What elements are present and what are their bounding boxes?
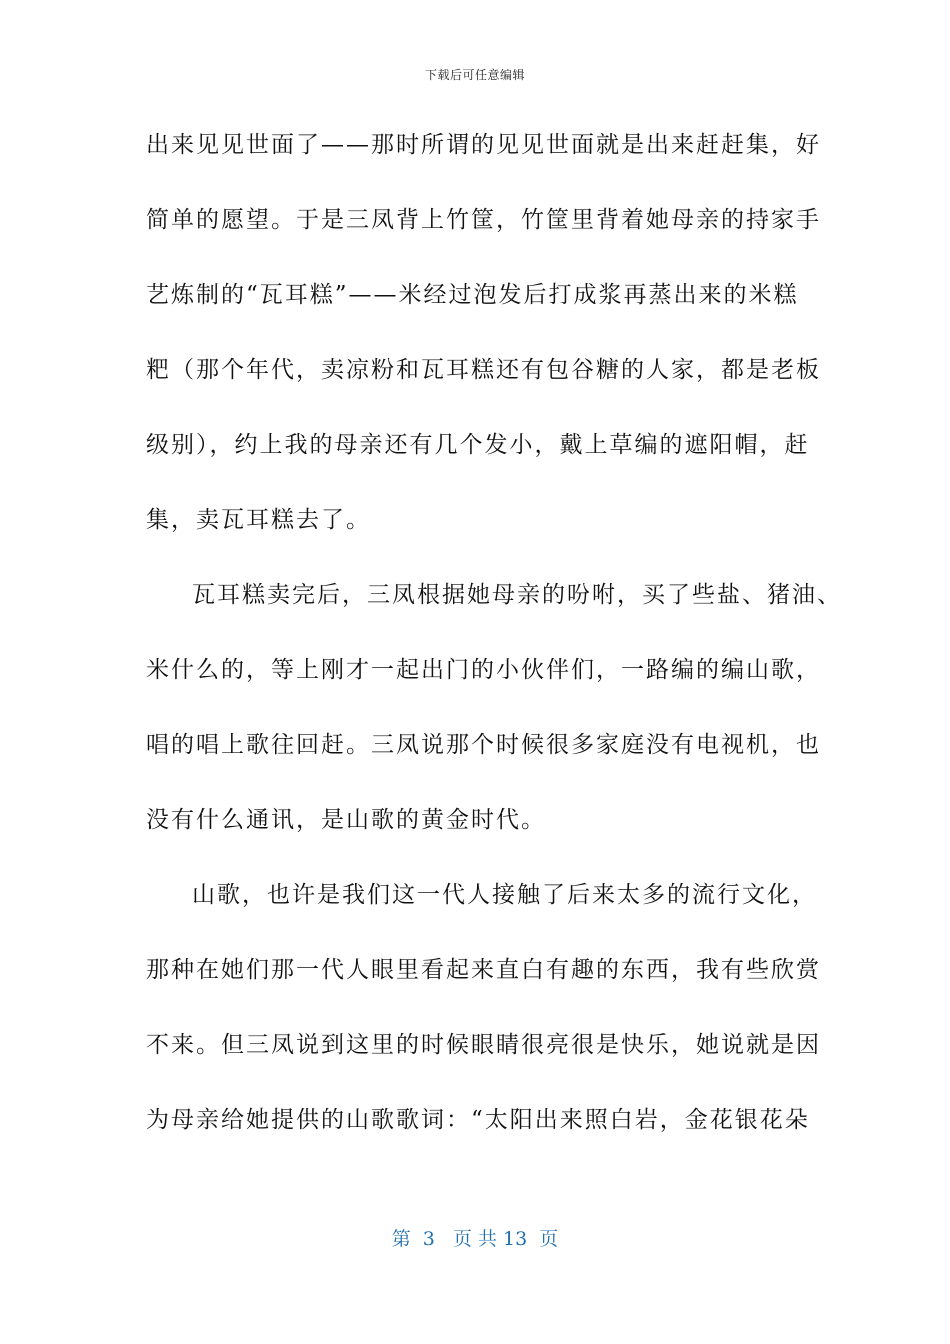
text-line: 唱的唱上歌往回赶。三凤说那个时候很多家庭没有电视机，也 [146,732,821,758]
paragraph-first-line: 瓦耳糕卖完后，三凤根据她母亲的吩咐，买了些盐、猪油、 [192,582,842,608]
text-line: 那种在她们那一代人眼里看起来直白有趣的东西，我有些欣赏 [146,957,821,983]
page-number-footer: 第 3 页 共 13 页 [391,1228,559,1250]
text-line: 简单的愿望。于是三凤背上竹筐，竹筐里背着她母亲的持家手 [146,207,821,233]
text-line: 没有什么通讯，是山歌的黄金时代。 [146,807,546,833]
header-note: 下载后可任意编辑 [424,68,525,82]
text-line: 为母亲给她提供的山歌歌词：“太阳出来照白岩，金花银花朵 [146,1107,810,1133]
text-line: 出来见见世面了——那时所谓的见见世面就是出来赶赶集，好 [146,132,821,158]
text-line: 不来。但三凤说到这里的时候眼睛很亮很是快乐，她说就是因 [146,1032,821,1058]
text-line: 粑（那个年代，卖凉粉和瓦耳糕还有包谷糖的人家，都是老板 [146,357,821,383]
text-line: 艺炼制的“瓦耳糕”——米经过泡发后打成浆再蒸出来的米糕 [146,282,799,308]
text-line: 集，卖瓦耳糕去了。 [146,507,371,533]
text-line: 级别），约上我的母亲还有几个发小，戴上草编的遮阳帽，赶 [146,432,810,458]
text-line: 米什么的，等上刚才一起出门的小伙伴们，一路编的编山歌， [146,657,821,683]
document-body [146,125,842,1175]
paragraph-first-line: 山歌，也许是我们这一代人接触了后来太多的流行文化， [192,882,817,908]
